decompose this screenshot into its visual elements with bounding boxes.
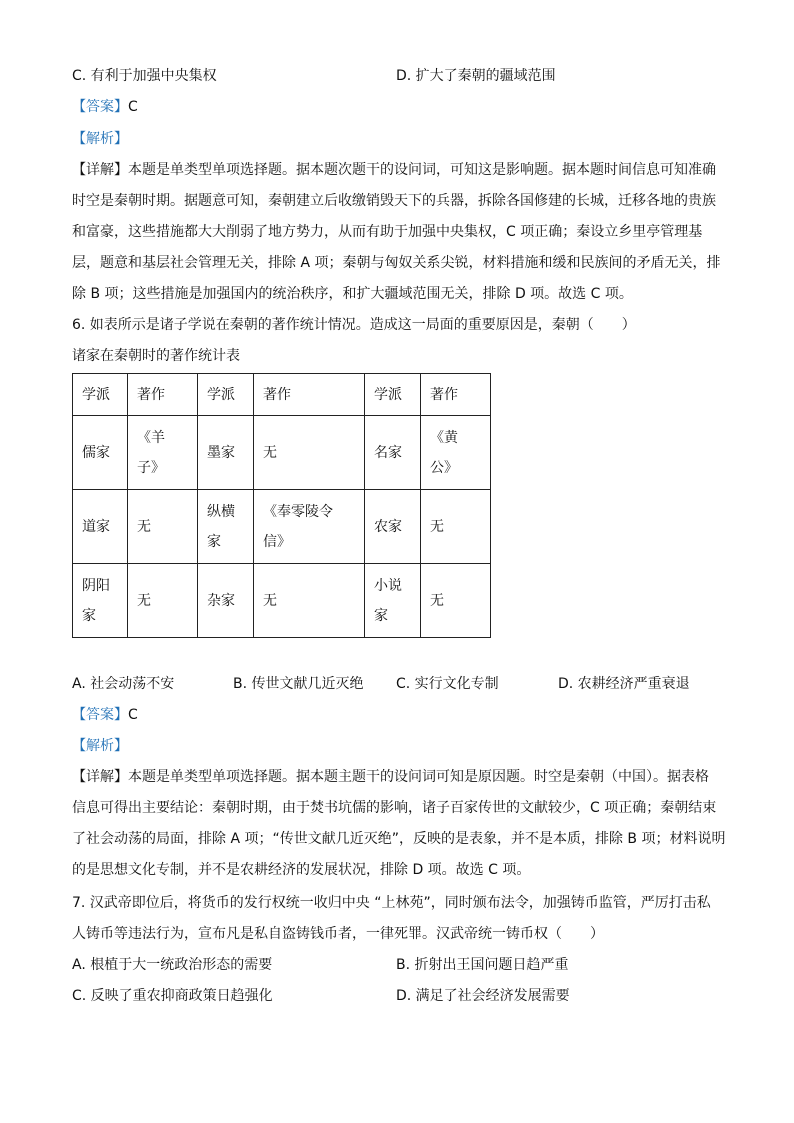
cell-text: 信》 [263, 533, 291, 550]
q6-option-c: C. 实行文化专制 [396, 676, 499, 692]
table-cell [254, 564, 365, 638]
cell-text: 《奉零陵令 [263, 503, 333, 520]
table-cell [128, 564, 198, 638]
table-cell [421, 564, 491, 638]
q5-analysis-tag: 【解析】 [72, 131, 128, 147]
header-cell: 著作 [128, 374, 198, 416]
cell-text: 杂家 [207, 592, 235, 609]
cell-text: 道家 [82, 518, 110, 535]
table-cell [73, 416, 128, 490]
q7-stem-line: 7. 汉武帝即位后，将货币的发行权统一收归中央 “上林苑”，同时颁布法令，加强铸币监管，严厉打击私 [72, 895, 711, 911]
answer-value: C [128, 99, 138, 115]
q6-detail-line: 了社会动荡的局面，排除 A 项；“传世文献几近灭绝”，反映的是表象，并不是本质，排除 B 项；材料说明 [72, 831, 726, 847]
cell-text: 无 [137, 592, 151, 609]
q6-table-title: 诸家在秦朝时的著作统计表 [72, 348, 240, 364]
q7-stem-line: 人铸币等违法行为，宣布凡是私自盗铸钱币者，一律死罪。汉武帝统一铸币权（ ） [72, 926, 604, 942]
cell-text: 墨家 [207, 444, 235, 461]
cell-text: 名家 [374, 444, 402, 461]
cell-text: 阴阳 [82, 577, 110, 594]
cell-text: 无 [137, 518, 151, 535]
q6-detail-line: 信息可得出主要结论：秦朝时期，由于焚书坑儒的影响，诸子百家传世的文献较少，C 项正确；秦朝结束 [72, 800, 717, 816]
q5-detail-line: 除 B 项；这些措施是加强国内的统治秩序，和扩大疆域范围无关，排除 D 项。故选 C 项。 [72, 286, 633, 302]
q6-detail-line: 【详解】本题是单类型单项选择题。据本题主题干的设问词可知是原因题。时空是秦朝（中国）。据表格 [72, 769, 709, 785]
table-cell [421, 416, 491, 490]
q6-detail-line: 的是思想文化专制，并不是农耕经济的发展状况，排除 D 项。故选 C 项。 [72, 862, 531, 878]
cell-text: 儒家 [82, 444, 110, 461]
table-cell [73, 564, 128, 638]
q7-option-d: D. 满足了社会经济发展需要 [396, 988, 570, 1004]
q5-option-d: D. 扩大了秦朝的疆域范围 [396, 68, 556, 84]
q5-option-c: C. 有利于加强中央集权 [72, 68, 217, 84]
header-cell: 学派 [365, 374, 421, 416]
cell-text: 小说 [374, 577, 402, 594]
table-header-row [73, 374, 491, 416]
q6-answer [72, 705, 138, 725]
q7-option-a: A. 根植于大一统政治形态的需要 [72, 957, 273, 973]
q6-option-a: A. 社会动荡不安 [72, 676, 175, 692]
answer-value: C [128, 707, 138, 723]
cell-text: 家 [374, 607, 388, 624]
table-cell [128, 416, 198, 490]
header-cell: 著作 [254, 374, 365, 416]
header-cell: 著作 [421, 374, 491, 416]
table-cell [198, 490, 254, 564]
q6-stem: 6. 如表所示是诸子学说在秦朝的著作统计情况。造成这一局面的重要原因是，秦朝（ ） [72, 317, 636, 333]
cell-text: 农家 [374, 518, 402, 535]
cell-text: 《黄 [430, 429, 458, 446]
cell-text: 无 [430, 518, 444, 535]
q7-option-c: C. 反映了重农抑商政策日趋强化 [72, 988, 273, 1004]
works-table [72, 373, 491, 638]
q5-detail-line: 时空是秦朝时期。据题意可知，秦朝建立后收缴销毁天下的兵器，拆除各国修建的长城，迁移各地的贵族 [72, 193, 716, 209]
table-cell [198, 416, 254, 490]
answer-tag: 【答案】 [72, 707, 128, 723]
table-cell [254, 416, 365, 490]
table-cell [73, 490, 128, 564]
header-cell: 学派 [198, 374, 254, 416]
q5-detail-line: 和富豪，这些措施都大大削弱了地方势力，从而有助于加强中央集权，C 项正确；秦设立乡里亭管理基 [72, 224, 703, 240]
cell-text: 无 [263, 592, 277, 609]
table-row [73, 416, 491, 490]
table-row [73, 564, 491, 638]
cell-text: 公》 [430, 459, 458, 476]
q6-option-b: B. 传世文献几近灭绝 [233, 676, 364, 692]
table-cell [198, 564, 254, 638]
cell-text: 家 [82, 607, 96, 624]
q7-option-b: B. 折射出王国问题日趋严重 [396, 957, 569, 973]
q5-answer [72, 97, 138, 117]
cell-text: 《羊 [137, 429, 165, 446]
q5-detail-line: 层，题意和基层社会管理无关，排除 A 项；秦朝与匈奴关系尖锐，材料措施和缓和民族间的矛盾无关，排 [72, 255, 721, 271]
cell-text: 无 [263, 444, 277, 461]
table-cell [365, 490, 421, 564]
table-cell [421, 490, 491, 564]
cell-text: 子》 [137, 459, 165, 476]
q6-analysis-tag: 【解析】 [72, 738, 128, 754]
header-cell: 学派 [73, 374, 128, 416]
table-cell [365, 416, 421, 490]
cell-text: 纵横 [207, 503, 235, 520]
answer-tag: 【答案】 [72, 99, 128, 115]
table-cell [128, 490, 198, 564]
table-cell [365, 564, 421, 638]
table-cell [254, 490, 365, 564]
q6-option-d: D. 农耕经济严重衰退 [558, 676, 690, 692]
table-row [73, 490, 491, 564]
cell-text: 家 [207, 533, 221, 550]
q5-detail-line: 【详解】本题是单类型单项选择题。据本题次题干的设问词，可知这是影响题。据本题时间信息可知准确 [72, 162, 716, 178]
cell-text: 无 [430, 592, 444, 609]
